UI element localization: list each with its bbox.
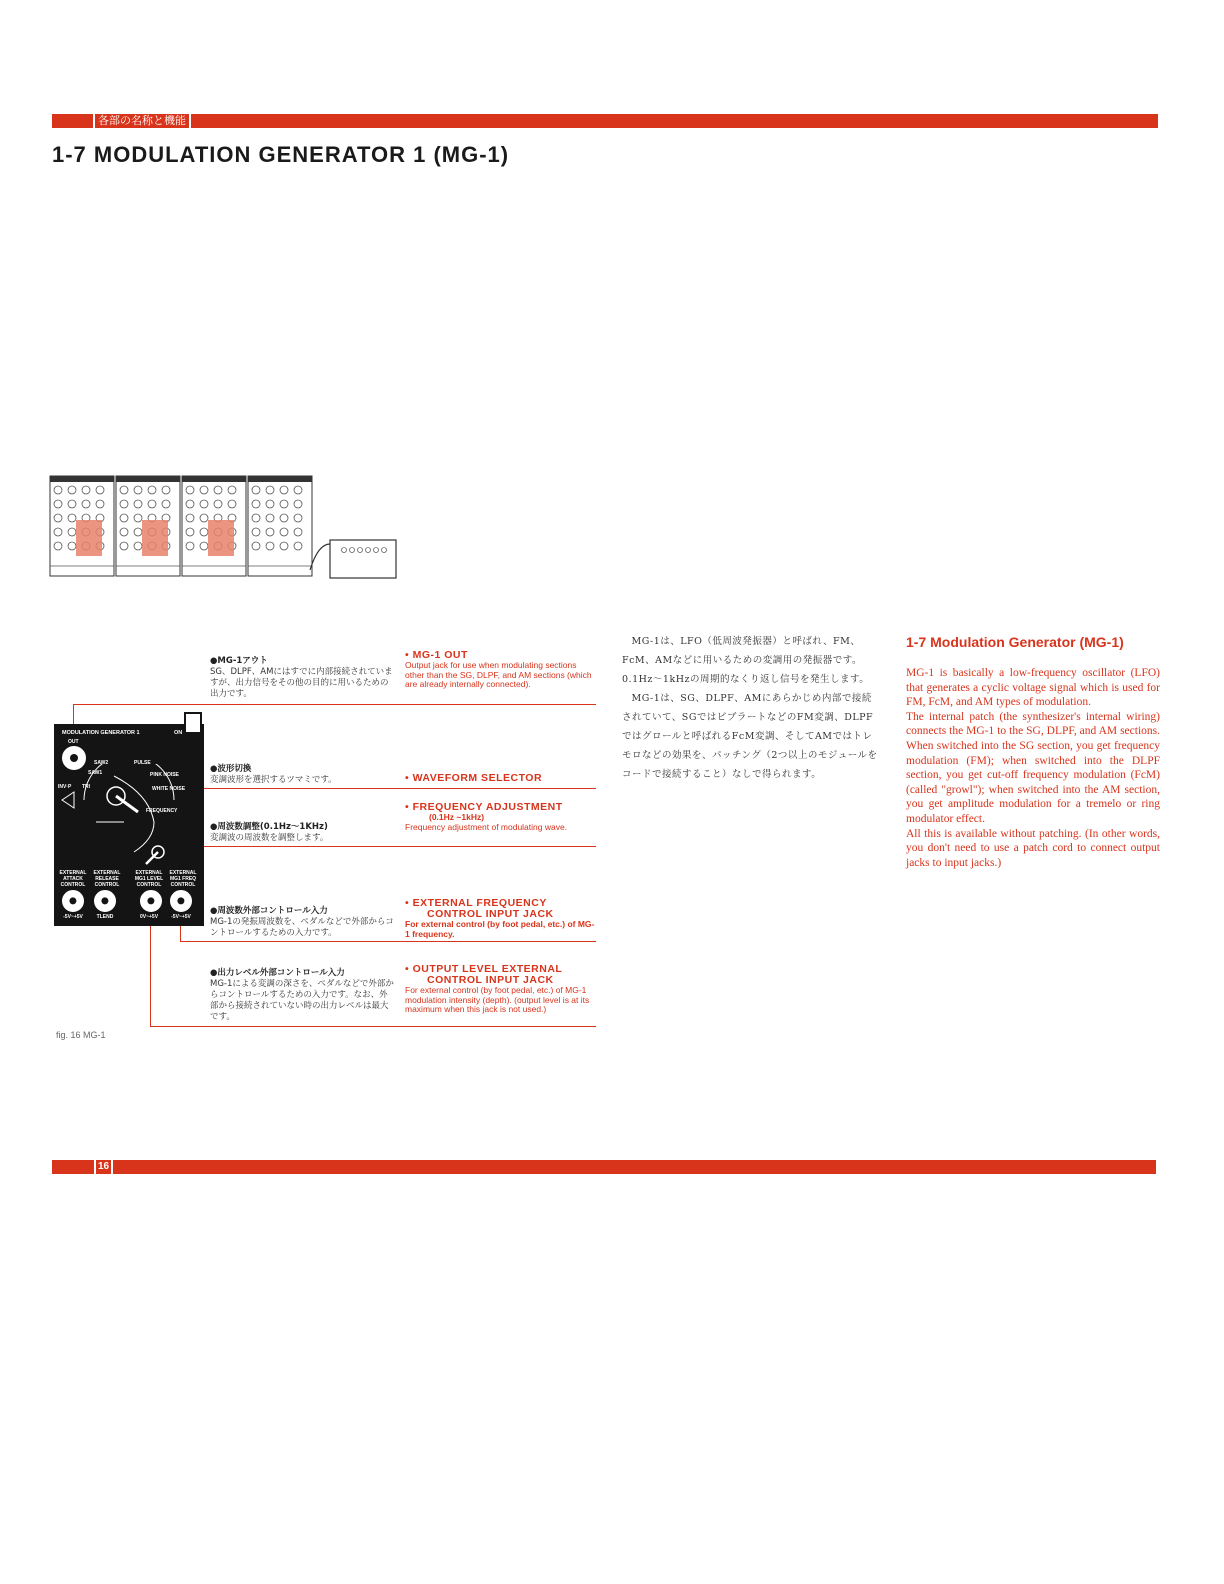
module-knob (162, 486, 170, 494)
module-knob (214, 500, 222, 508)
module-knob (280, 542, 288, 550)
module-knob (120, 500, 128, 508)
annotation-jp-head: ●周波数調整(0.1Hz～1KHz) (210, 822, 328, 832)
jack-label-3: EXTERNAL MG1 LEVEL CONTROL (134, 870, 164, 888)
wave-label-saw2: SAW2 (94, 760, 109, 766)
annotation-jp-frequency (210, 822, 396, 844)
figure-caption: fig. 16 MG-1 (56, 1030, 106, 1040)
module-knob (120, 542, 128, 550)
module-knob (54, 528, 62, 536)
page-number: 16 (94, 1160, 113, 1174)
annotation-jp-body: MG-1の発振周波数を、ペダルなどで外部からコントロールするための入力です。 (210, 917, 394, 938)
module-knob (68, 514, 76, 522)
keyboard-knob (382, 548, 387, 553)
english-paragraph: All this is available without patching. (In other words, you don't need to use a patch cord to connect output jacks to input jacks.) (906, 827, 1160, 869)
keyboard-knob (366, 548, 371, 553)
module-knob (120, 514, 128, 522)
connection-cable (310, 544, 330, 570)
annotation-en-body: For external control (by foot pedal, etc.) of MG-1 frequency. (405, 919, 595, 939)
panel-title: MODULATION GENERATOR 1 (62, 730, 140, 736)
module-knob (96, 500, 104, 508)
module-knob (266, 528, 274, 536)
annotation-en-body: For external control (by foot pedal, etc.) of MG-1 modulation intensity (depth). (output level is at its maximum when this jack is not used.) (405, 985, 590, 1014)
module-knob (280, 514, 288, 522)
module-knob (54, 500, 62, 508)
module-knob (134, 542, 142, 550)
module-header (50, 476, 114, 482)
ext-release-jack[interactable] (94, 890, 116, 912)
annotation-en-sub: CONTROL INPUT JACK (427, 974, 554, 986)
annotation-en-waveform (405, 773, 595, 784)
module-knob (148, 486, 156, 494)
annotation-jp-head: ●MG-1アウト (210, 656, 268, 666)
module-knob (186, 528, 194, 536)
module-knob (148, 500, 156, 508)
out-label: OUT (68, 739, 79, 745)
module-knob (228, 486, 236, 494)
annotation-en-mg1-out (405, 650, 595, 690)
module-knob (134, 514, 142, 522)
annotation-en-sub: CONTROL INPUT JACK (427, 908, 554, 920)
module-knob (68, 486, 76, 494)
module-knob (68, 542, 76, 550)
ext-attack-jack[interactable] (62, 890, 84, 912)
annotation-jp-head: ●周波数外部コントロール入力 (210, 906, 328, 916)
wave-label-white-noise: WHITE NOISE (152, 786, 186, 792)
module-knob (252, 486, 260, 494)
english-paragraph: The internal patch (the synthesizer's internal wiring) connects the MG-1 to the SG, DLPF, and AM sections. When switched into the SG section, you get frequency modulation (FM); when switched into the DLPF section, you get cut-off frequency modulation (FcM) (called "growl"); when switched into the AM section, you get amplitude modulation for a tremelo or ring modulator effect. (906, 710, 1160, 825)
annotation-jp-body: 変調波形を選択するツマミです。 (210, 775, 337, 785)
power-switch[interactable] (184, 712, 202, 734)
annotation-en-body: Output jack for use when modulating sections other than the SG, DLPF, and AM sections (which are already internally connected). (405, 660, 592, 689)
module-knob (54, 542, 62, 550)
module-knob (252, 500, 260, 508)
wave-label-pulse: PULSE (134, 760, 151, 766)
jack-label-1: EXTERNAL ATTACK CONTROL (59, 870, 87, 888)
annotation-jp-output-level (210, 968, 396, 1023)
module-header (116, 476, 180, 482)
annotation-jp-head: ●波形切換 (210, 764, 252, 774)
module-knob (200, 542, 208, 550)
module-knob (266, 500, 274, 508)
annotation-jp-body: MG-1による変調の深さを、ペダルなどで外部からコントロールするための入力です。なお、外部から接続されていない時の出力レベルは最大です。 (210, 979, 394, 1022)
footer-bar (52, 1160, 1156, 1174)
module-knob (200, 500, 208, 508)
module-knob (266, 486, 274, 494)
ext-mg1-level-jack[interactable] (140, 890, 162, 912)
keyboard-unit (330, 540, 396, 578)
module-knob (294, 500, 302, 508)
jack-label-2: EXTERNAL RELEASE CONTROL (93, 870, 121, 888)
english-paragraph: MG-1 is basically a low-frequency oscillator (LFO) that generates a cyclic voltage signal which is used for FM, FcM, and AM types of modulation. (906, 667, 1160, 709)
annotation-en-head: • OUTPUT LEVEL EXTERNAL (405, 963, 563, 975)
jp-body-text (622, 632, 878, 784)
module-knob (280, 528, 288, 536)
module-knob (96, 486, 104, 494)
module-knob (186, 542, 194, 550)
english-section-body (906, 666, 1160, 870)
module-knob (266, 542, 274, 550)
module-knob (120, 486, 128, 494)
module-knob (134, 500, 142, 508)
module-knob (134, 528, 142, 536)
keyboard-knob (358, 548, 363, 553)
module-knob (294, 528, 302, 536)
annotation-en-head: • WAVEFORM SELECTOR (405, 772, 543, 784)
module-knob (162, 500, 170, 508)
module-knob (54, 514, 62, 522)
module-knob (200, 514, 208, 522)
jp-body-paragraph: MG-1は、SG、DLPF、AMにあらかじめ内部で接続されていて、SGではビブラートなどのFM変調、DLPFではグロールと呼ばれるFcM変調、そしてAMではトレモロなどの効果を、パッチング（2つ以上のモジュールをコードで接続すること）なしで得られます。 (622, 693, 878, 780)
keyboard-knob (342, 548, 347, 553)
module-knob (252, 514, 260, 522)
annotation-en-output-level (405, 964, 595, 1015)
annotation-en-head: • EXTERNAL FREQUENCY (405, 897, 547, 909)
module-knob (294, 542, 302, 550)
module-knob (280, 486, 288, 494)
module-knob (228, 500, 236, 508)
keyboard-knob (350, 548, 355, 553)
jack-range-1: -5V~+5V (63, 914, 83, 920)
module-knob (200, 528, 208, 536)
mg1-panel (54, 724, 204, 926)
wave-label-inv-p: INV·P (58, 784, 72, 790)
module-header (182, 476, 246, 482)
jp-body-paragraph: MG-1は、LFO（低周波発振器）と呼ばれ、FM、FcM、AMなどに用いるための変調用の発振器です。0.1Hz～1kHzの周期的なくり返し信号を発生します。 (622, 636, 870, 685)
wave-label-tri: TRI (82, 784, 91, 790)
jack-range-2: TLEND (96, 914, 114, 920)
module-knob (266, 514, 274, 522)
module-knob (252, 542, 260, 550)
annotation-en-head: • FREQUENCY ADJUSTMENT (405, 801, 563, 813)
power-label: ON (174, 730, 183, 736)
frequency-label: FREQUENCY (146, 808, 178, 814)
module-knob (294, 514, 302, 522)
annotation-jp-ext-freq (210, 906, 396, 939)
module-knob (120, 528, 128, 536)
annotation-jp-mg1-out (210, 656, 396, 700)
wave-label-pink-noise: PINK NOISE (150, 772, 179, 778)
module-knob (186, 514, 194, 522)
module-knob (68, 528, 76, 536)
module-header (248, 476, 312, 482)
annotation-jp-body: SG、DLPF、AMにはすでに内部接続されていますが、出力信号をその他の目的に用いるための出力です。 (210, 667, 393, 699)
annotation-jp-body: 変調波の周波数を調整します。 (210, 833, 329, 843)
section-label-jp: 各部の名称と機能 (93, 114, 191, 128)
module-knob (280, 500, 288, 508)
mg1-highlight (208, 520, 234, 556)
module-knob (200, 486, 208, 494)
mg1-highlight (142, 520, 168, 556)
module-knob (252, 528, 260, 536)
header-bar (52, 114, 1158, 128)
waveform-selector-dial[interactable] (54, 764, 204, 874)
annotation-en-sub: (0.1Hz ~1kHz) (429, 812, 485, 822)
annotation-jp-head: ●出力レベル外部コントロール入力 (210, 968, 345, 978)
jack-label-4: EXTERNAL MG1 FREQ CONTROL (169, 870, 197, 888)
ext-mg1-freq-jack[interactable] (170, 890, 192, 912)
page-title: 1-7 MODULATION GENERATOR 1 (MG-1) (52, 142, 510, 167)
module-knob (54, 486, 62, 494)
module-knob (82, 500, 90, 508)
annotation-en-body: Frequency adjustment of modulating wave. (405, 821, 568, 832)
annotation-en-head: • MG-1 OUT (405, 649, 468, 661)
module-knob (134, 486, 142, 494)
english-section-title: 1-7 Modulation Generator (MG-1) (906, 634, 1124, 650)
keyboard-knob (374, 548, 379, 553)
module-knob (214, 486, 222, 494)
module-knob (294, 486, 302, 494)
module-knob (186, 500, 194, 508)
module-knob (68, 500, 76, 508)
jack-range-4: -5V~+5V (171, 914, 191, 920)
mg1-highlight (76, 520, 102, 556)
annotation-en-ext-freq (405, 898, 595, 939)
module-knob (82, 486, 90, 494)
jack-range-3: 0V~+5V (139, 914, 159, 920)
annotation-jp-waveform (210, 764, 396, 786)
wave-label-saw1: SAW1 (88, 770, 103, 776)
synthesizer-overview-illustration (48, 474, 400, 582)
module-knob (186, 486, 194, 494)
annotation-en-frequency (405, 802, 595, 832)
